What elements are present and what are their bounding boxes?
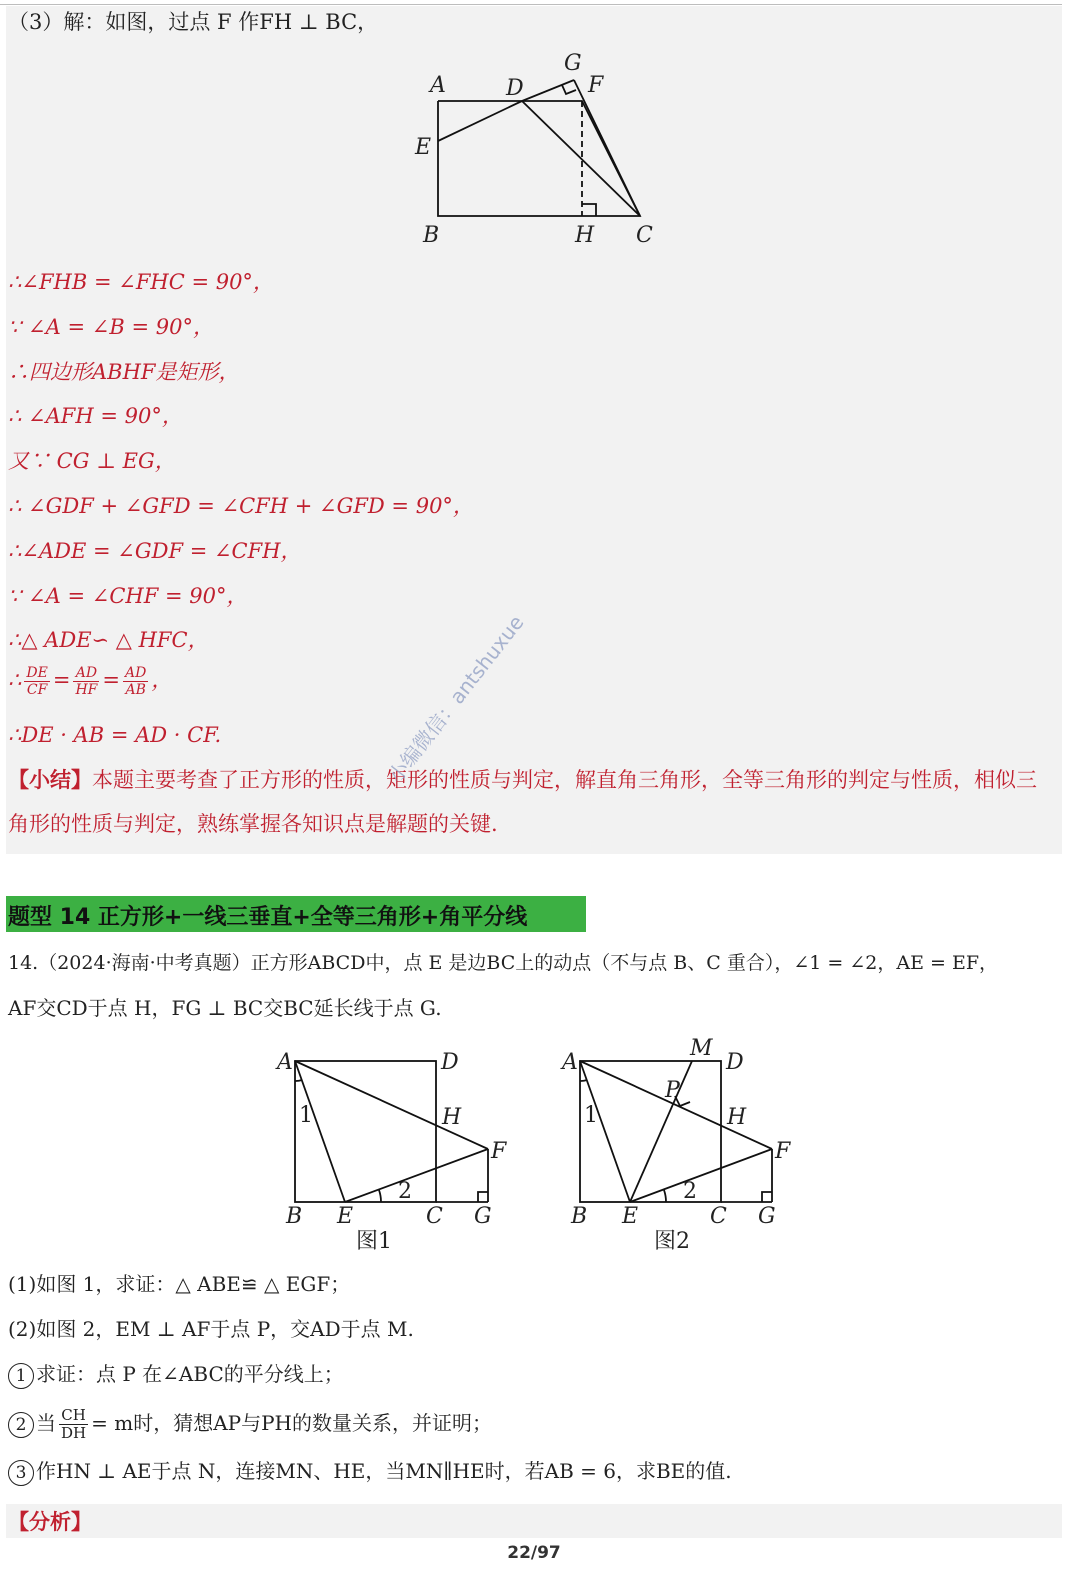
- ratio-suffix: ，: [151, 668, 173, 692]
- ratio-eq1: =: [52, 668, 71, 692]
- analysis-bar: [6, 1504, 1062, 1538]
- question-2: (2)如图 2，EM ⊥ AF于点 P，交AD于点 M.: [8, 1317, 414, 1341]
- section-bar: [6, 896, 586, 932]
- fig1-H: H: [442, 1105, 462, 1130]
- question-1: (1)如图 1，求证：△ ABE≌ △ EGF；: [8, 1272, 351, 1296]
- ratio-n1: DE: [26, 665, 48, 681]
- question-2-2-pre: 当: [36, 1411, 56, 1435]
- fig1-C: C: [426, 1204, 443, 1229]
- section-title: 题型 14 正方形+一线三垂直+全等三角形+角平分线: [8, 905, 528, 930]
- top-rule: [0, 4, 1062, 5]
- fig2-E: E: [622, 1204, 639, 1229]
- summary-text: 本题主要考查了正方形的性质，矩形的性质与判定，解直角三角形，全等三角形的判定与性质，相似三角形的性质与判定，熟练掌握各知识点是解题的关键.: [8, 768, 1037, 836]
- fig2-H: H: [727, 1105, 747, 1130]
- q2-2-den: DH: [61, 1424, 87, 1442]
- question-2-1-text: 求证：点 P 在∠ABC的平分线上；: [36, 1362, 344, 1386]
- ratio-line: [8, 664, 172, 698]
- step-7: ∴∠ADE = ∠GDF = ∠CFH，: [8, 539, 302, 563]
- circle-2: 2: [8, 1412, 34, 1438]
- label-C: C: [636, 223, 653, 248]
- fig1-B: B: [286, 1204, 303, 1229]
- fig1-caption: 图1: [356, 1229, 392, 1254]
- fig1-G: G: [474, 1204, 492, 1229]
- solution-intro: （3）解：如图，过点 F 作FH ⊥ BC，: [8, 10, 379, 34]
- step-8: ∵ ∠A = ∠CHF = 90°，: [8, 584, 248, 608]
- problem-stem: [8, 941, 1068, 1031]
- label-H: H: [575, 223, 595, 248]
- fig2-G: G: [758, 1204, 776, 1229]
- label-G: G: [564, 51, 582, 76]
- ratio-d2: HF: [75, 682, 98, 698]
- step-9: ∴△ ADE∽ △ HFC，: [8, 628, 209, 652]
- fig2-angle1: 1: [584, 1103, 598, 1128]
- stem-line-2: AF交CD于点 H，FG ⊥ BC交BC延长线于点 G.: [8, 996, 442, 1020]
- fig2-F: F: [775, 1139, 791, 1164]
- fig2-C: C: [710, 1204, 727, 1229]
- circle-1: 1: [8, 1363, 34, 1389]
- label-E: E: [415, 135, 432, 160]
- watermark: 小编微信：antshuxue: [383, 610, 529, 788]
- fig1-F: F: [491, 1139, 507, 1164]
- label-F: F: [588, 73, 604, 98]
- label-A: A: [430, 73, 446, 98]
- question-2-2: [8, 1397, 1068, 1449]
- fig2-A: A: [562, 1050, 578, 1075]
- fig1-E: E: [337, 1204, 354, 1229]
- q2-2-num: CH: [59, 1407, 88, 1425]
- ratio-n3: AD: [124, 665, 147, 681]
- fig2-caption: 图2: [654, 1229, 690, 1254]
- fig1-angle2: 2: [398, 1179, 412, 1204]
- circle-3: 3: [8, 1460, 34, 1486]
- final-step: ∴DE · AB = AD · CF.: [8, 723, 222, 747]
- solution-figure: [400, 46, 680, 256]
- figure-2: [556, 1030, 796, 1258]
- label-B: B: [423, 223, 440, 248]
- fig2-angle2: 2: [683, 1179, 697, 1204]
- step-3: ∴四边形ABHF是矩形，: [8, 360, 240, 384]
- step-2: ∵ ∠A = ∠B = 90°，: [8, 315, 214, 339]
- fig1-D: D: [441, 1050, 459, 1075]
- step-1: ∴∠FHB = ∠FHC = 90°，: [8, 270, 274, 294]
- ratio-prefix: ∴: [8, 668, 22, 692]
- figure-1: [272, 1036, 508, 1258]
- fig2-D: D: [726, 1050, 744, 1075]
- summary-tag: 【小结】: [8, 767, 92, 792]
- stem-line-1: 14.（2024·海南·中考真题）正方形ABCD中，点 E 是边BC上的动点（不与点 B、C 重合），∠1 = ∠2，AE = EF，: [8, 952, 998, 974]
- fig2-P: P: [665, 1078, 680, 1103]
- page-number: 22/97: [507, 1543, 561, 1563]
- analysis-tag: 【分析】: [8, 1509, 92, 1534]
- fig1-A: A: [277, 1050, 293, 1075]
- label-D: D: [506, 76, 524, 101]
- fig2-B: B: [571, 1204, 588, 1229]
- ratio-eq2: =: [102, 668, 120, 692]
- fig2-M: M: [690, 1036, 713, 1061]
- step-6: ∴ ∠GDF + ∠GFD = ∠CFH + ∠GFD = 90°，: [8, 494, 474, 518]
- summary: [8, 758, 1056, 846]
- ratio-d1: CF: [26, 682, 48, 698]
- question-2-3: [8, 1449, 1068, 1494]
- question-2-3-text: 作HN ⊥ AE于点 N，连接MN、HE，当MN∥HE时，若AB = 6，求BE的值.: [36, 1459, 732, 1483]
- questions: [8, 1262, 1068, 1494]
- fig1-angle1: 1: [299, 1103, 313, 1128]
- ratio-d3: AB: [125, 682, 146, 698]
- question-2-2-post: = m时，猜想AP与PH的数量关系，并证明；: [91, 1411, 492, 1435]
- step-4: ∴ ∠AFH = 90°，: [8, 404, 183, 428]
- step-5: 又∵ CG ⊥ EG，: [8, 449, 176, 473]
- ratio-n2: AD: [73, 665, 99, 682]
- question-2-1: [8, 1352, 1068, 1397]
